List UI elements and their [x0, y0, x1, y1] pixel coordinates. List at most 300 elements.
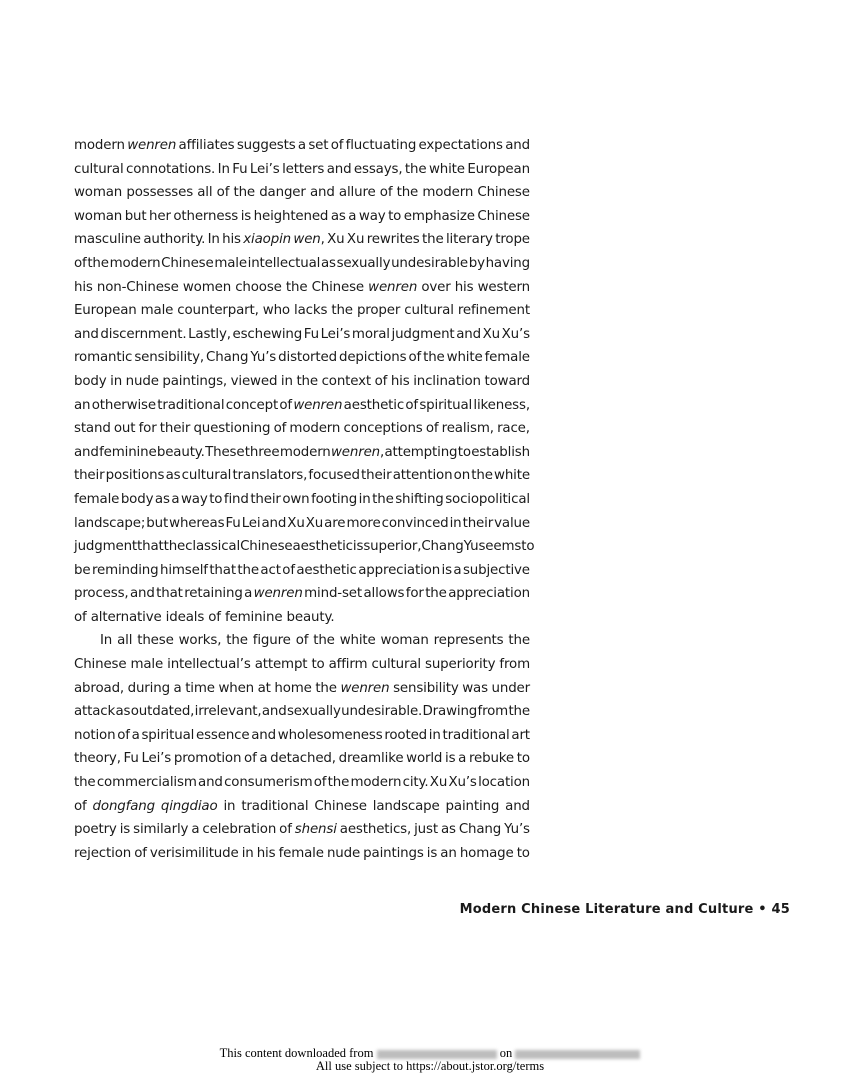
text-run: cultural — [404, 303, 454, 319]
italic-term: xiaopin — [243, 232, 291, 248]
word — [337, 252, 391, 276]
text-run: of — [295, 633, 309, 649]
word — [160, 417, 190, 441]
word — [93, 795, 155, 819]
word — [74, 771, 96, 795]
word — [110, 252, 161, 276]
text-run: essence — [195, 727, 250, 743]
text-run: establish — [471, 444, 530, 460]
text-run: In — [100, 633, 113, 649]
word — [340, 818, 411, 842]
text-line — [74, 276, 530, 300]
text-run: consumerism — [224, 775, 313, 791]
word — [188, 323, 231, 347]
word — [423, 346, 445, 370]
word — [298, 134, 306, 158]
text-run: suggests — [236, 138, 296, 153]
italic-term: wenren — [127, 138, 177, 153]
word — [130, 653, 163, 677]
word — [274, 677, 311, 701]
word — [125, 205, 147, 229]
word — [124, 747, 139, 771]
text-run: commercialism — [96, 775, 197, 791]
text-run: be — [74, 562, 91, 578]
text-run: inclination — [413, 373, 481, 389]
word — [185, 677, 215, 701]
word — [425, 582, 447, 606]
text-run: literary — [445, 232, 493, 248]
text-run: otherness — [173, 208, 239, 224]
text-run: the — [226, 633, 248, 649]
text-run: aesthetics, — [339, 822, 412, 838]
text-run: These — [205, 444, 245, 460]
text-run: the — [508, 633, 530, 649]
text-run: the — [237, 562, 259, 578]
text-run: is — [240, 208, 252, 224]
italic-term: wenren — [340, 680, 390, 696]
word — [322, 370, 371, 394]
text-run: likeness, — [473, 397, 530, 413]
text-line — [74, 134, 530, 158]
text-run: stand — [74, 421, 111, 437]
word — [74, 842, 131, 866]
word — [279, 842, 324, 866]
text-run: and — [251, 727, 276, 743]
word — [327, 158, 352, 182]
text-run: conceptions — [343, 421, 423, 437]
text-line — [74, 441, 530, 465]
text-run: these — [137, 633, 174, 649]
text-run: sexually — [336, 255, 391, 271]
text-run: Lei’s — [141, 751, 172, 767]
text-run: distorted — [278, 350, 337, 366]
text-run: in — [241, 845, 254, 861]
word — [235, 276, 282, 300]
word — [445, 488, 530, 512]
text-run: was — [462, 680, 488, 696]
word — [254, 205, 329, 229]
text-run: trope — [495, 232, 530, 248]
text-run: detached, — [270, 751, 336, 767]
word — [423, 700, 478, 724]
text-run: and — [74, 444, 99, 460]
word — [469, 747, 514, 771]
word — [483, 323, 500, 347]
word — [442, 559, 452, 583]
word — [74, 677, 124, 701]
word — [295, 818, 337, 842]
text-run: undesirable — [391, 255, 468, 271]
text-run: their — [462, 515, 494, 531]
word — [74, 417, 111, 441]
text-run: celebration — [202, 822, 277, 838]
text-run: to — [516, 845, 530, 861]
word — [150, 842, 239, 866]
word — [74, 700, 115, 724]
text-run: expectations — [418, 138, 503, 153]
text-run: the — [163, 539, 186, 555]
word — [478, 771, 530, 795]
text-run: is — [352, 539, 364, 555]
word — [74, 747, 121, 771]
word — [422, 228, 444, 252]
text-run: seems — [478, 539, 522, 555]
text-run: the — [372, 491, 394, 507]
word — [486, 252, 530, 276]
text-run: of — [134, 845, 147, 861]
text-run: his — [256, 845, 276, 861]
word — [244, 747, 257, 771]
text-run: under — [491, 680, 530, 696]
text-run: Lastly, — [188, 326, 231, 342]
text-run: to — [388, 208, 402, 224]
word — [517, 747, 530, 771]
word — [74, 441, 99, 465]
word — [232, 464, 307, 488]
word — [270, 747, 336, 771]
text-line — [74, 795, 530, 819]
text-run: represents — [433, 633, 504, 649]
text-run: allows — [363, 586, 405, 602]
text-run: male — [140, 303, 174, 319]
text-run: a — [458, 751, 467, 767]
text-run: three — [244, 444, 280, 460]
word — [367, 228, 420, 252]
text-run: the — [425, 586, 447, 602]
word — [214, 252, 247, 276]
text-run: when — [218, 680, 255, 696]
word — [237, 559, 259, 583]
word — [97, 771, 197, 795]
text-run: traditional — [157, 397, 225, 413]
text-run: the — [423, 350, 445, 366]
text-run: the — [315, 680, 337, 696]
text-run: his — [390, 373, 410, 389]
text-run: a — [131, 727, 140, 743]
word — [117, 724, 130, 748]
text-run: positions — [105, 468, 165, 484]
word — [116, 700, 131, 724]
word — [446, 228, 493, 252]
word — [127, 134, 176, 158]
text-run: during — [127, 680, 170, 696]
word — [368, 276, 417, 300]
word — [139, 417, 157, 441]
text-line — [74, 606, 530, 630]
word — [347, 228, 364, 252]
text-run: Drawing — [422, 704, 478, 720]
word — [351, 771, 402, 795]
text-line — [74, 252, 530, 276]
word — [254, 582, 303, 606]
text-run: appreciation — [448, 586, 530, 602]
text-run: as — [440, 822, 456, 838]
text-run: concept — [225, 397, 279, 413]
word — [329, 653, 368, 677]
text-line — [74, 299, 530, 323]
text-run: of — [244, 751, 257, 767]
text-run: are — [324, 515, 346, 531]
word — [447, 346, 483, 370]
text-run: a — [191, 822, 200, 838]
word — [255, 653, 308, 677]
text-run: of — [313, 775, 327, 791]
text-run: but — [124, 208, 147, 224]
word — [406, 582, 424, 606]
word — [454, 464, 470, 488]
text-run: the — [422, 232, 444, 248]
text-line — [74, 158, 530, 182]
word — [296, 559, 356, 583]
text-run: who — [262, 303, 290, 319]
word — [311, 488, 357, 512]
text-run: romantic — [74, 350, 133, 366]
word — [397, 181, 419, 205]
text-run: shifting — [395, 491, 444, 507]
word — [218, 677, 254, 701]
word — [281, 370, 293, 394]
text-run: of — [273, 421, 287, 437]
text-run: In — [207, 232, 220, 248]
text-run: white — [339, 633, 376, 649]
word — [141, 299, 174, 323]
download-notice-text: This content downloaded from — [219, 1046, 374, 1060]
word — [233, 323, 303, 347]
word — [250, 488, 280, 512]
word — [494, 512, 530, 536]
word — [504, 818, 530, 842]
word — [222, 228, 241, 252]
text-run: traditional — [241, 798, 309, 814]
text-run: undesirable. — [341, 704, 423, 720]
word — [293, 228, 324, 252]
text-run: modern — [289, 421, 341, 437]
word — [74, 535, 137, 559]
text-run: danger — [259, 185, 306, 201]
text-run: Chang — [458, 822, 502, 838]
word — [441, 818, 456, 842]
text-run: over — [421, 279, 451, 295]
word — [161, 252, 213, 276]
text-run: , — [320, 232, 325, 248]
word — [380, 181, 393, 205]
word — [459, 818, 501, 842]
text-run: western — [477, 279, 530, 295]
word — [137, 535, 164, 559]
word — [195, 700, 262, 724]
text-run: depictions — [338, 350, 407, 366]
text-run: at — [257, 680, 271, 696]
word — [287, 700, 341, 724]
text-run: proper — [356, 303, 401, 319]
text-run: home — [274, 680, 312, 696]
text-run: Fu — [303, 326, 319, 342]
text-run: of — [216, 185, 230, 201]
text-run: Yu’s — [250, 350, 277, 366]
text-run: his — [454, 279, 474, 295]
text-run: sensibility, — [134, 350, 205, 366]
word — [74, 582, 129, 606]
text-run: possesses — [126, 185, 194, 201]
text-run: authority. — [143, 232, 206, 248]
word — [393, 464, 453, 488]
text-run: process, — [74, 586, 129, 602]
text-run: Lei’s — [249, 161, 280, 177]
word — [99, 441, 156, 465]
word — [521, 535, 534, 559]
word — [453, 559, 461, 583]
word — [331, 441, 384, 465]
word — [294, 299, 327, 323]
text-run: of — [408, 350, 422, 366]
text-run: the — [74, 775, 96, 791]
text-run: eschewing — [232, 326, 303, 342]
word — [169, 512, 224, 536]
word — [508, 629, 530, 653]
text-run: in — [110, 373, 123, 389]
text-run: Xu — [287, 515, 305, 531]
word — [110, 370, 122, 394]
text-run: abroad, — [74, 680, 125, 696]
word — [243, 228, 291, 252]
word — [205, 441, 244, 465]
text-run: of — [379, 185, 393, 201]
text-run: as — [154, 491, 170, 507]
text-run: a — [171, 491, 180, 507]
text-run: figure — [252, 633, 291, 649]
word — [308, 464, 359, 488]
word — [353, 535, 363, 559]
text-run: rejection — [74, 845, 132, 861]
text-run: Fu — [123, 751, 139, 767]
text-run: is — [441, 562, 452, 578]
word — [261, 512, 286, 536]
text-line — [74, 677, 530, 701]
text-run: race, — [497, 421, 530, 437]
text-run: way — [358, 208, 386, 224]
word — [327, 842, 360, 866]
text-run: translators, — [232, 468, 308, 484]
word — [74, 205, 122, 229]
text-run: sociopolitical — [445, 491, 530, 507]
word — [296, 370, 318, 394]
text-run: rooted — [384, 727, 428, 743]
text-run: moral — [351, 326, 390, 342]
text-run: the — [285, 279, 308, 295]
word — [258, 677, 271, 701]
text-run: Yu — [463, 539, 479, 555]
text-run: and — [309, 185, 335, 201]
word — [74, 323, 99, 347]
word — [373, 795, 440, 819]
word — [311, 653, 324, 677]
text-run: modern — [422, 185, 474, 201]
text-run: traditional — [442, 727, 510, 743]
text-run: spiritual — [419, 397, 473, 413]
text-line — [74, 394, 530, 418]
text-run: aesthetic — [343, 397, 405, 413]
download-notice — [0, 1047, 860, 1073]
word — [371, 653, 421, 677]
text-run: male — [130, 657, 164, 673]
word — [263, 299, 290, 323]
text-run: in — [280, 373, 293, 389]
text-line — [74, 228, 530, 252]
word — [74, 653, 126, 677]
terms-notice: All use subject to https://about.jstor.org/terms — [315, 1059, 545, 1073]
word — [384, 724, 427, 748]
word — [404, 205, 475, 229]
word — [224, 488, 249, 512]
word — [395, 488, 443, 512]
text-line — [74, 653, 530, 677]
word — [456, 323, 481, 347]
text-run: of — [405, 397, 418, 413]
text-run: Chinese — [314, 798, 367, 814]
word — [251, 724, 276, 748]
text-run: Chang — [421, 539, 464, 555]
text-run: works, — [178, 633, 222, 649]
text-run: mind-set — [304, 586, 362, 602]
text-run: modern — [109, 255, 161, 271]
text-run: body — [120, 491, 154, 507]
text-line — [74, 700, 530, 724]
word — [425, 653, 495, 677]
word — [440, 842, 456, 866]
word — [473, 394, 530, 418]
text-run: the — [313, 633, 335, 649]
text-run: from — [477, 704, 509, 720]
text-line — [74, 323, 530, 347]
word — [375, 370, 388, 394]
text-run: in — [449, 515, 462, 531]
word — [352, 323, 390, 347]
word — [492, 677, 530, 701]
word — [463, 559, 530, 583]
word — [241, 795, 308, 819]
text-run: painting — [445, 798, 500, 814]
text-run: toward — [484, 373, 530, 389]
word — [446, 795, 500, 819]
text-run: connotations. — [126, 161, 216, 177]
word — [197, 181, 212, 205]
text-run: and — [261, 515, 287, 531]
text-run: female — [278, 845, 324, 861]
word — [421, 535, 463, 559]
text-line — [74, 771, 530, 795]
text-run: value — [494, 515, 530, 531]
word — [248, 252, 321, 276]
text-run: as — [320, 255, 336, 271]
word — [196, 724, 249, 748]
word — [467, 158, 530, 182]
text-run: of — [74, 255, 87, 271]
word — [74, 252, 87, 276]
text-run: Chang — [206, 350, 249, 366]
text-run: and — [505, 138, 530, 153]
word — [74, 818, 117, 842]
text-line — [74, 417, 530, 441]
text-run: and — [505, 798, 530, 814]
word — [130, 582, 155, 606]
word — [208, 228, 220, 252]
word — [331, 299, 353, 323]
word — [517, 842, 530, 866]
text-run: reminding — [91, 562, 159, 578]
word — [231, 370, 278, 394]
text-run: counterpart, — [177, 303, 259, 319]
text-run: that — [209, 562, 236, 578]
